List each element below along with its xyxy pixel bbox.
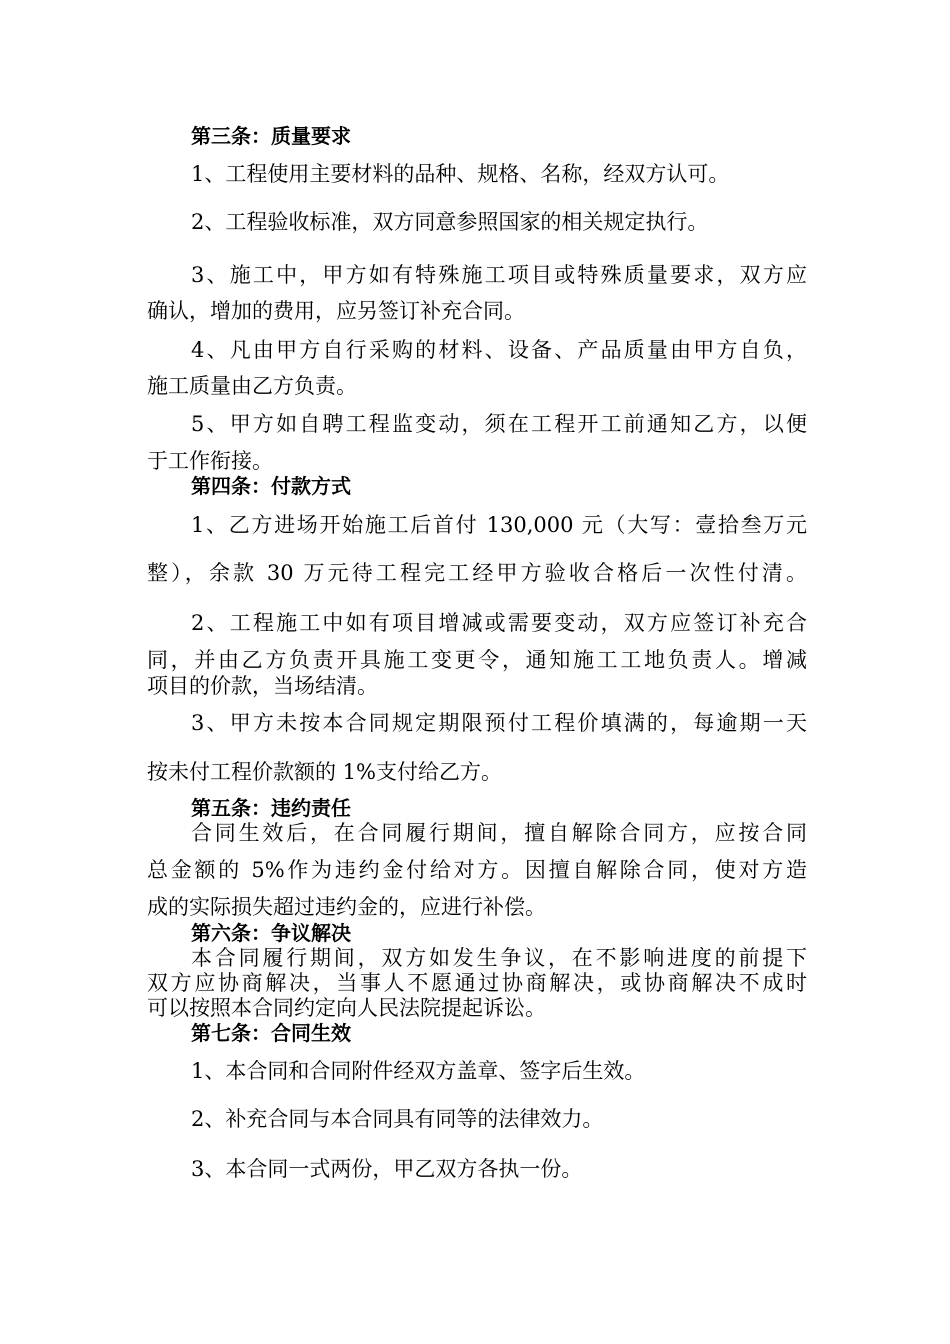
section-heading-quality: 第三条：质量要求	[191, 124, 351, 148]
paragraph-line: 1、本合同和合同附件经双方盖章、签字后生效。	[191, 1059, 646, 1083]
section-heading-effect: 第七条：合同生效	[191, 1021, 351, 1045]
paragraph-line: 双方应协商解决，当事人不愿通过协商解决，或协商解决不成时	[147, 971, 807, 995]
paragraph-line: 3、本合同一式两份，甲乙双方各执一份。	[191, 1157, 583, 1181]
paragraph-line: 成的实际损失超过违约金的，应进行补偿。	[147, 895, 546, 919]
paragraph-line: 本合同履行期间，双方如发生争议，在不影响进度的前提下	[191, 946, 807, 970]
paragraph-line: 5、甲方如自聘工程监变动，须在工程开工前通知乙方，以便	[191, 412, 807, 436]
paragraph-line: 1、工程使用主要材料的品种、规格、名称，经双方认可。	[191, 162, 730, 186]
paragraph-line: 1、乙方进场开始施工后首付 130,000 元（大写：壹拾叁万元	[191, 513, 807, 537]
paragraph-line: 2、补充合同与本合同具有同等的法律效力。	[191, 1107, 604, 1131]
paragraph-line: 总金额的 5%作为违约金付给对方。因擅自解除合同，使对方造	[147, 858, 807, 882]
paragraph-line: 于工作衔接。	[147, 449, 273, 473]
paragraph-line: 项目的价款，当场结清。	[147, 674, 378, 698]
paragraph-line: 3、施工中，甲方如有特殊施工项目或特殊质量要求，双方应	[191, 263, 807, 287]
section-heading-breach: 第五条：违约责任	[191, 796, 351, 820]
paragraph-line: 4、凡由甲方自行采购的材料、设备、产品质量由甲方自负，	[191, 338, 807, 362]
paragraph-line: 3、甲方未按本合同规定期限预付工程价填满的，每逾期一天	[191, 711, 807, 735]
section-heading-dispute: 第六条：争议解决	[191, 921, 351, 945]
paragraph-line: 确认，增加的费用，应另签订补充合同。	[147, 299, 525, 323]
paragraph-line: 施工质量由乙方负责。	[147, 374, 357, 398]
paragraph-line: 合同生效后，在合同履行期间，擅自解除合同方，应按合同	[191, 821, 807, 845]
paragraph-line: 可以按照本合同约定向人民法院提起诉讼。	[147, 996, 546, 1020]
paragraph-line: 按未付工程价款额的 1%支付给乙方。	[147, 760, 502, 784]
paragraph-line: 整），余款 30 万元待工程完工经甲方验收合格后一次性付清。	[147, 561, 807, 585]
paragraph-line: 2、工程施工中如有项目增减或需要变动，双方应签订补充合	[191, 611, 807, 635]
section-heading-payment: 第四条：付款方式	[191, 474, 351, 498]
paragraph-line: 同，并由乙方负责开具施工变更令，通知施工工地负责人。增减	[147, 648, 807, 672]
paragraph-line: 2、工程验收标准，双方同意参照国家的相关规定执行。	[191, 210, 709, 234]
